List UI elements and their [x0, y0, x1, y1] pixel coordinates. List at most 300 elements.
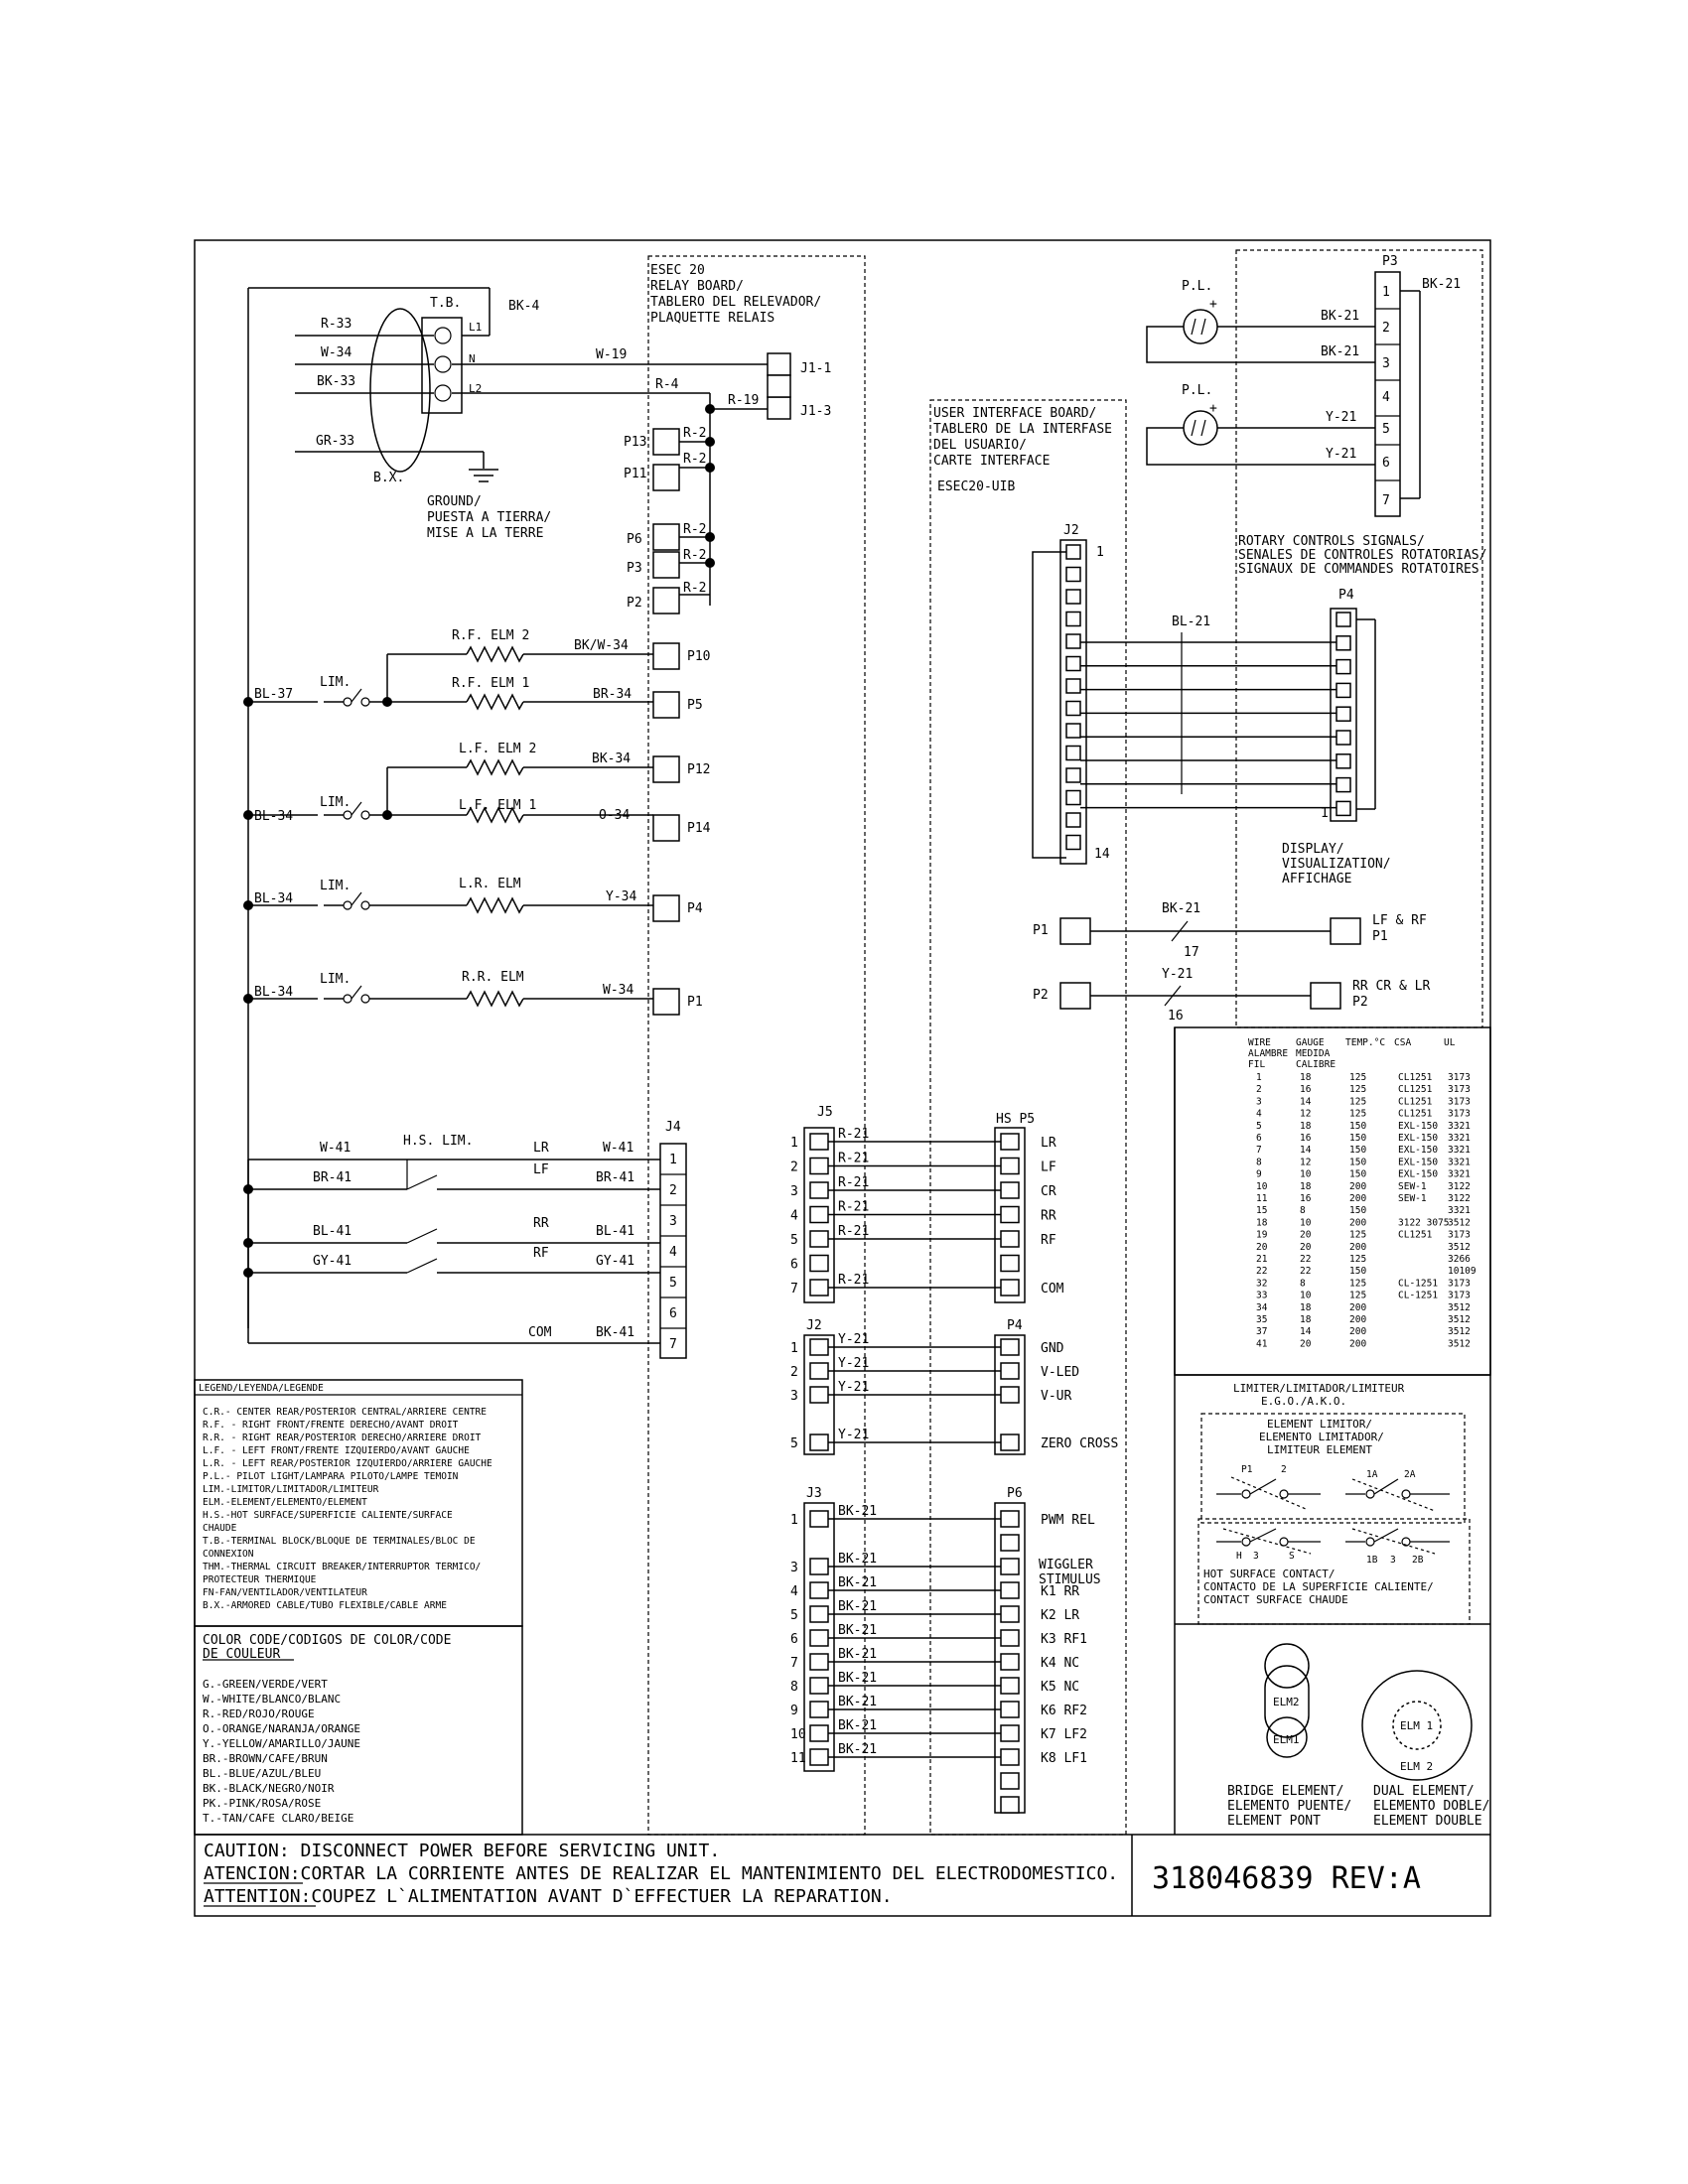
- gauge-header-3: CALIBRE: [1296, 1059, 1336, 1070]
- limiter-elem-2: ELEMENTO LIMITADOR/: [1259, 1431, 1384, 1443]
- j2-pin: [810, 1339, 828, 1355]
- j2-signal-label: V-UR: [1041, 1389, 1072, 1404]
- gauge-cell: 4: [1256, 1108, 1262, 1120]
- hs-pin-3: 3: [1253, 1551, 1259, 1562]
- gauge-header: CSA: [1394, 1037, 1412, 1048]
- gauge-cell: 10: [1256, 1180, 1268, 1192]
- p1line-wire: BK-21: [1162, 901, 1201, 916]
- j3-signal-label: K3 RF1: [1041, 1632, 1087, 1647]
- p1line-num: 17: [1184, 945, 1199, 960]
- j2-signal-label: ZERO CROSS: [1041, 1436, 1119, 1451]
- limiter-pin-2a: 2A: [1404, 1469, 1416, 1480]
- legend-line: R.F. - RIGHT FRONT/FRENTE DERECHO/AVANT DROIT: [203, 1420, 459, 1431]
- j2-pin-num: 3: [790, 1389, 798, 1404]
- gauge-cell: 3321: [1448, 1120, 1471, 1132]
- gauge-cell: 3512: [1448, 1314, 1471, 1325]
- gauge-table: [1248, 1037, 1477, 1349]
- limiter-elem-1: ELEMENT LIMITOR/: [1267, 1418, 1372, 1431]
- limiter-title-2: E.G.O./A.K.O.: [1261, 1395, 1347, 1408]
- gauge-cell: SEW-1: [1398, 1180, 1427, 1192]
- pl2-label: P.L.: [1182, 383, 1213, 398]
- j3-pin: [810, 1582, 828, 1598]
- elm-rr-label: R.R. ELM: [462, 970, 524, 985]
- j5-wire-label: R-21: [838, 1127, 870, 1142]
- gauge-cell: 8: [1300, 1205, 1306, 1217]
- j2top-pin: [1066, 634, 1080, 648]
- gauge-cell: 3512: [1448, 1217, 1471, 1229]
- gauge-cell: 11: [1256, 1193, 1268, 1204]
- gauge-cell: 22: [1300, 1266, 1312, 1278]
- gauge-header: WIRE: [1248, 1037, 1271, 1048]
- elm-lf1-wire: O-34: [599, 808, 631, 823]
- legend-line: H.S.-HOT SURFACE/SUPERFICIE CALIENTE/SURFACE: [203, 1510, 453, 1521]
- gauge-cell: EXL-150: [1398, 1157, 1439, 1168]
- p6-empty-pin: [1001, 1535, 1019, 1551]
- p6-empty-pin: [1001, 1797, 1019, 1813]
- j3-pin: [810, 1702, 828, 1717]
- gauge-cell: 10: [1300, 1290, 1312, 1301]
- j1-1-label: J1-1: [800, 361, 832, 376]
- color-line: Y.-YELLOW/AMARILLO/JAUNE: [203, 1737, 360, 1750]
- gauge-cell: 32: [1256, 1278, 1268, 1290]
- gauge-cell: 200: [1349, 1301, 1367, 1313]
- j3-mate-pin: [1001, 1630, 1019, 1646]
- lim-row3-label: LIM.: [320, 879, 352, 893]
- j4-pin-2: 2: [669, 1183, 677, 1198]
- gauge-cell: 3173: [1448, 1072, 1471, 1083]
- j3-mate-pin: [1001, 1749, 1019, 1765]
- pl1-plus: +: [1209, 297, 1217, 312]
- gauge-cell: 150: [1349, 1168, 1367, 1180]
- j2top-pin: [1066, 590, 1080, 604]
- j2-pin-num: 1: [790, 1341, 798, 1356]
- gauge-cell: 3321: [1448, 1168, 1471, 1180]
- gauge-cell: 22: [1256, 1266, 1268, 1278]
- j5-pin: [810, 1231, 828, 1247]
- gauge-cell: 6: [1256, 1133, 1262, 1144]
- bridge-label-1: BRIDGE ELEMENT/: [1227, 1784, 1344, 1799]
- j3-wire-label: BK-21: [838, 1575, 878, 1590]
- gauge-cell: 7: [1256, 1145, 1262, 1157]
- wire-bk33: BK-33: [317, 374, 356, 389]
- gauge-cell: 18: [1256, 1217, 1268, 1229]
- elm-rf1-wire: BR-34: [593, 687, 633, 702]
- lim-row1-label: LIM.: [320, 675, 352, 690]
- uib-title-2: TABLERO DE LA INTERFASE: [933, 422, 1113, 437]
- hs-row2-left: BR-41: [313, 1170, 352, 1185]
- hs-row2-tag: LF: [533, 1162, 549, 1177]
- p4top-pin: [1336, 731, 1350, 745]
- gauge-cell: 10109: [1448, 1266, 1477, 1278]
- j5-title: J5: [817, 1105, 833, 1120]
- dual-label-3: ELEMENT DOUBLE: [1373, 1814, 1482, 1829]
- gauge-cell: 125: [1349, 1072, 1367, 1083]
- tb-l2: L2: [469, 382, 483, 395]
- gauge-cell: 3: [1256, 1096, 1262, 1108]
- legend-line: CHAUDE: [203, 1523, 237, 1534]
- hs-row5-left: GY-41: [313, 1254, 352, 1269]
- j2top-title: J2: [1063, 523, 1079, 538]
- j2top-pin: [1066, 836, 1080, 850]
- gauge-cell: 33: [1256, 1290, 1268, 1301]
- gauge-cell: 3266: [1448, 1254, 1471, 1265]
- gauge-header: TEMP.°C: [1345, 1037, 1386, 1048]
- p1line-rpin: P1: [1372, 929, 1388, 944]
- color-line: PK.-PINK/ROSA/ROSE: [203, 1797, 322, 1810]
- j3-wire-label: BK-21: [838, 1552, 878, 1567]
- gauge-cell: 21: [1256, 1254, 1268, 1265]
- elm-rf1-pin: P5: [687, 698, 703, 713]
- j3-mate-pin: [1001, 1559, 1019, 1574]
- limiter-switch-b: [1345, 1469, 1450, 1511]
- j3-wire-label: BK-21: [838, 1647, 878, 1662]
- pl2-plus: +: [1209, 401, 1217, 416]
- tb-n: N: [469, 352, 476, 365]
- uib-title-1: USER INTERFACE BOARD/: [933, 406, 1097, 421]
- color-title-1: COLOR CODE/CODIGOS DE COLOR/CODE: [203, 1633, 452, 1648]
- p3-outline: [1236, 250, 1482, 1027]
- gauge-cell: 12: [1300, 1157, 1312, 1168]
- j3-wire-label: BK-21: [838, 1695, 878, 1709]
- hs-title: H.S. LIM.: [403, 1134, 474, 1149]
- rotary-label-2: SENALES DE CONTROLES ROTATORIAS/: [1238, 548, 1487, 563]
- j3-mate-pin: [1001, 1678, 1019, 1694]
- gauge-cell: 16: [1300, 1193, 1312, 1204]
- j3-wire-label: BK-21: [838, 1504, 878, 1519]
- j5-pin: [810, 1134, 828, 1150]
- gauge-cell: CL1251: [1398, 1229, 1433, 1241]
- gauge-cell: CL-1251: [1398, 1290, 1439, 1301]
- j2-pin: [810, 1363, 828, 1379]
- gauge-table-frame: [1175, 1027, 1490, 1375]
- j5-pin-num: 1: [790, 1136, 798, 1151]
- p4-title: P4: [1007, 1318, 1023, 1333]
- p3-pin-5: 5: [1382, 422, 1390, 437]
- gauge-cell: 22: [1300, 1254, 1312, 1265]
- j5-mate-pin: [1001, 1256, 1019, 1272]
- gauge-cell: 3173: [1448, 1290, 1471, 1301]
- gauge-cell: 125: [1349, 1096, 1367, 1108]
- gauge-cell: 200: [1349, 1217, 1367, 1229]
- gauge-cell: 20: [1256, 1241, 1268, 1253]
- hs-row5-right: GY-41: [596, 1254, 635, 1269]
- gauge-cell: 3122: [1448, 1180, 1471, 1192]
- legend-line: L.F. - LEFT FRONT/FRENTE IZQUIERDO/AVANT GAUCHE: [203, 1445, 470, 1456]
- p3-wire-1: BK-21: [1321, 309, 1360, 324]
- gauge-cell: 150: [1349, 1157, 1367, 1168]
- j2top-pin: [1066, 768, 1080, 782]
- j2-pin-num: 5: [790, 1436, 798, 1451]
- legend-line: LIM.-LIMITOR/LIMITADOR/LIMITEUR: [203, 1484, 379, 1495]
- relay-board-title-2: RELAY BOARD/: [650, 279, 744, 294]
- color-line: BR.-BROWN/CAFE/BRUN: [203, 1752, 328, 1765]
- hot-surface-switch-b: [1345, 1529, 1450, 1566]
- j4-pin-6: 6: [669, 1306, 677, 1321]
- rotary-label-3: SIGNAUX DE COMMANDES ROTATOIRES: [1238, 562, 1479, 577]
- bridge-label-3: ELEMENT PONT: [1227, 1814, 1321, 1829]
- j3-signal-label: K7 LF2: [1041, 1727, 1087, 1742]
- limiter-legend: [1175, 1375, 1490, 1624]
- wiggler-label-2: STIMULUS: [1039, 1572, 1101, 1587]
- elm-lr-label: L.R. ELM: [459, 877, 521, 891]
- color-line: O.-ORANGE/NARANJA/ORANGE: [203, 1722, 360, 1735]
- p3-wire-2: BK-21: [1321, 344, 1360, 359]
- p4top-pin: [1336, 801, 1350, 815]
- j3-signal-label: PWM REL: [1041, 1513, 1095, 1528]
- harness-rows: [790, 545, 1350, 1813]
- gauge-cell: 18: [1300, 1314, 1312, 1325]
- gauge-cell: 16: [1300, 1084, 1312, 1096]
- lim-row4-wire: BL-34: [254, 985, 294, 1000]
- surface-element-rows: [243, 628, 711, 1015]
- pin-p3: P3: [627, 561, 642, 576]
- p4top-pin: [1336, 754, 1350, 768]
- p3-title: P3: [1382, 254, 1398, 269]
- p2line-rtag: RR CR & LR: [1352, 979, 1431, 994]
- gauge-cell: 3173: [1448, 1278, 1471, 1290]
- p3-pin-6: 6: [1382, 456, 1390, 471]
- j2-signal-label: V-LED: [1041, 1365, 1080, 1380]
- gauge-cell: 14: [1300, 1145, 1312, 1157]
- j3-pin: [810, 1654, 828, 1670]
- bk4-label: BK-4: [508, 299, 540, 314]
- relay-board-title-4: PLAQUETTE RELAIS: [650, 311, 775, 326]
- gauge-cell: 200: [1349, 1241, 1367, 1253]
- elm-rr-pin: P1: [687, 995, 703, 1010]
- gauge-cell: 12: [1300, 1108, 1312, 1120]
- legend-line: FN-FAN/VENTILADOR/VENTILATEUR: [203, 1587, 367, 1598]
- pin-p13: P13: [624, 435, 647, 450]
- tb-l1: L1: [469, 321, 483, 334]
- hs-row1-left: W-41: [320, 1141, 352, 1156]
- wiggler-label-1: WIGGLER: [1039, 1558, 1093, 1572]
- hs-pin-s: S: [1289, 1551, 1295, 1562]
- hs-pin-h: H: [1236, 1551, 1242, 1562]
- caution-es: ATENCION:CORTAR LA CORRIENTE ANTES DE REALIZAR EL MANTENIMIENTO DEL ELECTRODOMESTICO.: [204, 1863, 1119, 1884]
- gauge-cell: 150: [1349, 1133, 1367, 1144]
- gauge-cell: 3512: [1448, 1301, 1471, 1313]
- gauge-header-3: FIL: [1248, 1059, 1266, 1070]
- j2-pin: [810, 1434, 828, 1450]
- j5-signal-label: RR: [1041, 1208, 1056, 1224]
- j3-title: J3: [806, 1486, 822, 1501]
- j3-pin: [810, 1511, 828, 1527]
- gauge-cell: CL1251: [1398, 1108, 1433, 1120]
- j2top-pin: [1066, 657, 1080, 671]
- j2-title: J2: [806, 1318, 822, 1333]
- gauge-cell: 150: [1349, 1205, 1367, 1217]
- legend-line: THM.-THERMAL CIRCUIT BREAKER/INTERRUPTOR TERMICO/: [203, 1562, 482, 1572]
- gauge-cell: 14: [1300, 1326, 1312, 1338]
- j5-wire-label: R-21: [838, 1175, 870, 1190]
- hs-row7-right: BK-41: [596, 1325, 635, 1340]
- wire-w19: W-19: [596, 347, 628, 362]
- wire-r2-b: R-2: [683, 452, 707, 467]
- gauge-cell: 3122: [1448, 1193, 1471, 1204]
- p6-title: P6: [1007, 1486, 1023, 1501]
- ground-label-3: MISE A LA TERRE: [427, 526, 544, 541]
- pl1-label: P.L.: [1182, 279, 1213, 294]
- bx-label: B.X.: [373, 471, 405, 485]
- j2top-pin: [1066, 568, 1080, 582]
- legend-line: R.R. - RIGHT REAR/POSTERIOR DERECHO/ARRIERE DROIT: [203, 1433, 482, 1443]
- j3-wire-label: BK-21: [838, 1718, 878, 1733]
- part-number: 318046839 REV:A: [1152, 1861, 1421, 1896]
- pilot-light-2: [1184, 411, 1217, 445]
- p2line-left: P2: [1033, 988, 1049, 1003]
- j3-mate-pin: [1001, 1582, 1019, 1598]
- p3-pin-4: 4: [1382, 390, 1390, 405]
- legend-line: T.B.-TERMINAL BLOCK/BLOQUE DE TERMINALES/BLOC DE: [203, 1536, 476, 1547]
- rotary-label-1: ROTARY CONTROLS SIGNALS/: [1238, 534, 1425, 549]
- color-title-2: DE COULEUR: [203, 1647, 281, 1662]
- p3-pin-3: 3: [1382, 356, 1390, 371]
- legend-line: L.R. - LEFT REAR/POSTERIOR IZQUIERDO/ARRIERE GAUCHE: [203, 1458, 492, 1469]
- relay-pins: [624, 426, 715, 614]
- legend-line: CONNEXION: [203, 1549, 254, 1560]
- legend-line: ELM.-ELEMENT/ELEMENTO/ELEMENT: [203, 1497, 367, 1508]
- gauge-cell: 125: [1349, 1108, 1367, 1120]
- dual-elm2: ELM 2: [1400, 1760, 1434, 1773]
- gauge-cell: 125: [1349, 1290, 1367, 1301]
- armored-cable: [370, 309, 430, 472]
- pilot-light-1: [1184, 310, 1217, 343]
- relay-board-title-3: TABLERO DEL RELEVADOR/: [650, 295, 822, 310]
- color-line: BL.-BLUE/AZUL/BLEU: [203, 1767, 322, 1780]
- hot-contact-2: CONTACTO DE LA SUPERFICIE CALIENTE/: [1203, 1580, 1434, 1593]
- gauge-cell: 10: [1300, 1217, 1312, 1229]
- gauge-cell: 2: [1256, 1084, 1262, 1096]
- gauge-cell: 125: [1349, 1084, 1367, 1096]
- j5-mate-pin: [1001, 1280, 1019, 1296]
- p3-pin-2: 2: [1382, 321, 1390, 336]
- j5-pin-num: 7: [790, 1282, 798, 1297]
- elm-rf2-pin: P10: [687, 649, 711, 664]
- color-code-box: [195, 1626, 522, 1835]
- p3-bk21: BK-21: [1422, 277, 1462, 292]
- p6-empty-pin: [1001, 1773, 1019, 1789]
- j3-signal-label: K2 LR: [1041, 1608, 1080, 1623]
- relay-connector-j1: [768, 353, 831, 419]
- gauge-cell: 20: [1300, 1241, 1312, 1253]
- j3-pin: [810, 1749, 828, 1765]
- j2top-pin: [1066, 702, 1080, 716]
- p4top-title: P4: [1338, 588, 1354, 603]
- elm-lf2-pin: P12: [687, 762, 711, 777]
- j5-mate-pin: [1001, 1231, 1019, 1247]
- p1line-left: P1: [1033, 923, 1049, 938]
- j4-title: J4: [665, 1120, 681, 1135]
- elm-rr-wire: W-34: [603, 983, 634, 998]
- display-label-3: AFFICHAGE: [1282, 872, 1352, 887]
- j5-pin-num: 4: [790, 1208, 798, 1224]
- j3-pin-num: 3: [790, 1561, 798, 1575]
- j3-pin-num: 5: [790, 1608, 798, 1623]
- j5-mate-pin: [1001, 1182, 1019, 1198]
- wire-r19: R-19: [728, 393, 760, 408]
- j2top-pin: [1066, 679, 1080, 693]
- j2-pin: [810, 1387, 828, 1403]
- j4-pin-3: 3: [669, 1214, 677, 1229]
- j3-mate-pin: [1001, 1654, 1019, 1670]
- lim-row2-wire: BL-34: [254, 809, 294, 824]
- limiter-title-1: LIMITER/LIMITADOR/LIMITEUR: [1233, 1382, 1405, 1395]
- j3-pin: [810, 1725, 828, 1741]
- gauge-cell: 8: [1256, 1157, 1262, 1168]
- bridge-label-2: ELEMENTO PUENTE/: [1227, 1799, 1352, 1814]
- gauge-cell: 10: [1300, 1168, 1312, 1180]
- caution-en: CAUTION: DISCONNECT POWER BEFORE SERVICING UNIT.: [204, 1841, 721, 1861]
- j3-pin-num: 7: [790, 1656, 798, 1671]
- gauge-header: UL: [1444, 1037, 1456, 1048]
- legend-line: C.R.- CENTER REAR/POSTERIOR CENTRAL/ARRIERE CENTRE: [203, 1407, 487, 1418]
- j3-signal-label: K6 RF2: [1041, 1704, 1087, 1718]
- display-label-2: VISUALIZATION/: [1282, 857, 1391, 872]
- j2top-pin: [1066, 747, 1080, 760]
- j5-wire-label: R-21: [838, 1199, 870, 1215]
- j3-wire-label: BK-21: [838, 1599, 878, 1614]
- gauge-cell: EXL-150: [1398, 1168, 1439, 1180]
- gauge-cell: 3173: [1448, 1108, 1471, 1120]
- j3-pin-num: 4: [790, 1584, 798, 1599]
- display-label-1: DISPLAY/: [1282, 842, 1344, 857]
- j2top-pin: [1066, 724, 1080, 738]
- gauge-cell: CL1251: [1398, 1072, 1433, 1083]
- gauge-cell: 37: [1256, 1326, 1268, 1338]
- j3-pin: [810, 1630, 828, 1646]
- gauge-cell: 16: [1300, 1133, 1312, 1144]
- elm-rf1-label: R.F. ELM 1: [452, 676, 530, 691]
- p4top-pin: [1336, 707, 1350, 721]
- limiter-pin-1a: 1A: [1366, 1469, 1378, 1480]
- p4top-pin: [1336, 660, 1350, 674]
- p3-wire-3: Y-21: [1326, 410, 1357, 425]
- hs-row1-right: W-41: [603, 1141, 634, 1156]
- j3-signal-label: K1 RR: [1041, 1584, 1080, 1599]
- j2-wire-label: Y-21: [838, 1428, 870, 1442]
- hs-row4-tag: RR: [533, 1216, 549, 1231]
- gauge-cell: EXL-150: [1398, 1120, 1439, 1132]
- j2top-pin: [1066, 613, 1080, 626]
- limiter-elem-3: LIMITEUR ELEMENT: [1267, 1443, 1372, 1456]
- hs-row4-right: BL-41: [596, 1224, 635, 1239]
- gauge-cell: 200: [1349, 1326, 1367, 1338]
- hs-pin-2b: 2B: [1412, 1555, 1424, 1566]
- j5-pin-num: 3: [790, 1184, 798, 1199]
- elm-lr-pin: P4: [687, 901, 703, 916]
- gauge-cell: SEW-1: [1398, 1193, 1427, 1204]
- uib-title-3: DEL USUARIO/: [933, 438, 1027, 453]
- j3-mate-pin: [1001, 1511, 1019, 1527]
- j4-pin-4: 4: [669, 1245, 677, 1260]
- j2-mate-pin: [1001, 1363, 1019, 1379]
- ground-label-2: PUESTA A TIERRA/: [427, 510, 552, 525]
- wire-r2-e: R-2: [683, 581, 707, 596]
- j2top-pin-14: 14: [1094, 847, 1110, 862]
- j4-pin-7: 7: [669, 1337, 677, 1352]
- gauge-cell: 20: [1300, 1338, 1312, 1350]
- gauge-cell: CL1251: [1398, 1084, 1433, 1096]
- j3-pin-num: 10: [790, 1727, 806, 1742]
- ground-label-1: GROUND/: [427, 494, 482, 509]
- j5-signal-label: LR: [1041, 1136, 1056, 1151]
- j3-wire-label: BK-21: [838, 1742, 878, 1757]
- wire-r4: R-4: [655, 377, 679, 392]
- color-line: T.-TAN/CAFE CLARO/BEIGE: [203, 1812, 354, 1825]
- j3-pin-num: 8: [790, 1680, 798, 1695]
- dual-label-1: DUAL ELEMENT/: [1373, 1784, 1475, 1799]
- j3-pin-num: 6: [790, 1632, 798, 1647]
